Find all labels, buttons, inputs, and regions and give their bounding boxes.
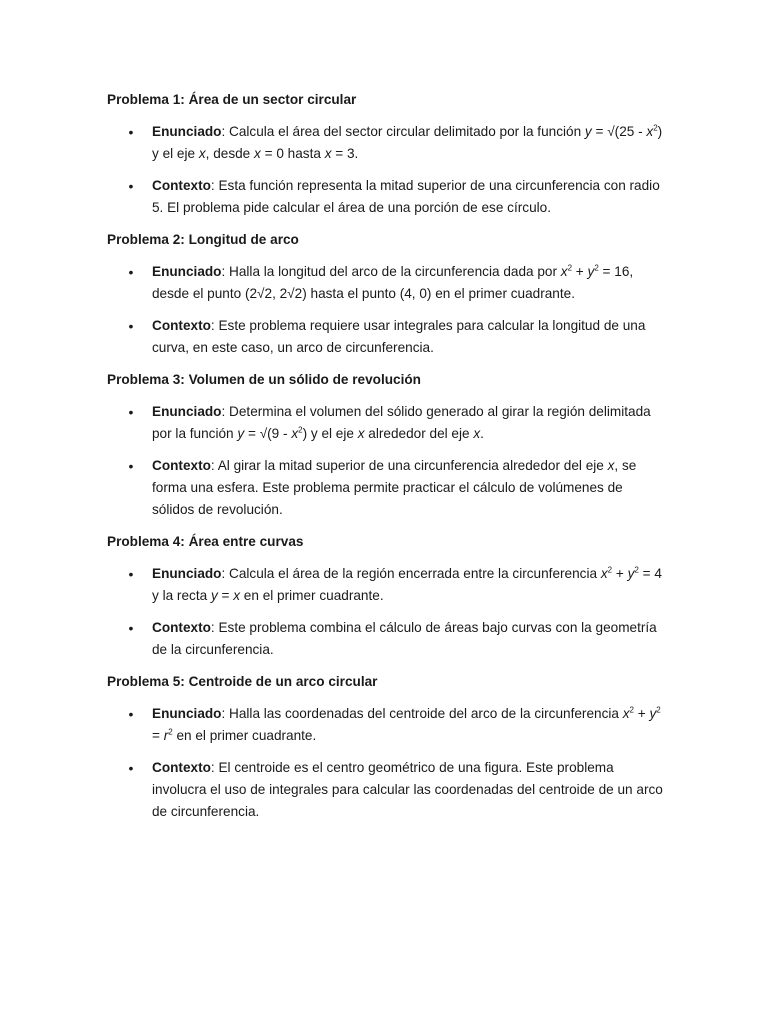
list-item — [107, 175, 668, 219]
math-variable: x — [473, 426, 481, 441]
item-text: : Calcula el área de la región encerrada entre la circunferencia — [221, 566, 601, 581]
bullet-icon: • — [128, 706, 134, 722]
problem-bullet-list — [107, 563, 668, 661]
problem-bullet-list — [107, 261, 668, 359]
item-text: + — [633, 706, 650, 721]
math-variable: x — [291, 426, 299, 441]
item-text: , se forma una esfera. Este problema permite practicar el cálculo de volúmenes de sólidos de revolución. — [152, 458, 637, 517]
item-label: Enunciado — [152, 706, 222, 721]
list-item — [107, 455, 668, 521]
exponent: 2 — [629, 705, 634, 715]
item-text: = 4 y la recta — [152, 566, 662, 603]
item-text: : Determina el volumen del sólido generado al girar la región delimitada por la función — [152, 404, 651, 441]
exponent: 2 — [594, 263, 599, 273]
item-text: : Halla las coordenadas del centroide del arco de la circunferencia — [221, 706, 623, 721]
problem-section — [0, 229, 768, 359]
item-label: Contexto — [152, 458, 211, 473]
math-variable: y — [627, 566, 635, 581]
item-text: : El centroide es el centro geométrico de una figura. Este problema involucra el uso de integrales para calcular las coordenadas del centroide de un arco de circunferencia. — [152, 760, 663, 819]
list-item — [107, 757, 668, 823]
list-item — [107, 401, 668, 445]
item-text: = 16, desde el punto (2√2, 2√2) hasta el punto (4, 0) en el primer cuadrante. — [152, 264, 634, 301]
math-variable: x — [198, 146, 206, 161]
item-text: : Este problema combina el cálculo de áreas bajo curvas con la geometría de la circunferencia. — [152, 620, 657, 657]
problem-heading: Problema 3: Volumen de un sólido de revolución — [107, 372, 421, 387]
item-label: Contexto — [152, 178, 211, 193]
problem-heading: Problema 5: Centroide de un arco circular — [107, 674, 378, 689]
item-text: = √(9 - — [244, 426, 292, 441]
exponent: 2 — [298, 425, 303, 435]
item-text: = √(25 - — [591, 124, 647, 139]
item-label: Enunciado — [152, 404, 222, 419]
list-item — [107, 703, 668, 747]
item-text: , desde — [205, 146, 255, 161]
math-variable: x — [324, 146, 332, 161]
math-variable: x — [622, 706, 630, 721]
math-variable: x — [607, 458, 615, 473]
math-variable: y — [237, 426, 245, 441]
item-text: = — [217, 588, 234, 603]
item-text: + — [572, 264, 588, 279]
math-variable: r — [163, 728, 169, 743]
list-item — [107, 261, 668, 305]
math-variable: y — [210, 588, 218, 603]
math-variable: y — [587, 264, 595, 279]
bullet-icon: • — [128, 404, 134, 420]
math-variable: x — [560, 264, 568, 279]
math-variable: y — [584, 124, 592, 139]
item-text: : Halla la longitud del arco de la circunferencia dada por — [221, 264, 561, 279]
item-text: : Esta función representa la mitad superior de una circunferencia con radio 5. El problema pide calcular el área de una porción de ese círculo. — [152, 178, 660, 215]
item-text: = 3. — [331, 146, 359, 161]
bullet-icon: • — [128, 760, 134, 776]
problem-bullet-list — [107, 121, 668, 219]
bullet-icon: • — [128, 124, 134, 140]
problem-section — [0, 369, 768, 521]
exponent: 2 — [168, 727, 173, 737]
problem-heading: Problema 2: Longitud de arco — [107, 232, 299, 247]
bullet-icon: • — [128, 566, 134, 582]
math-variable: x — [233, 588, 241, 603]
item-label: Contexto — [152, 760, 211, 775]
problem-section — [0, 89, 768, 219]
exponent: 2 — [634, 565, 639, 575]
math-variable: y — [649, 706, 657, 721]
math-variable: x — [254, 146, 261, 161]
bullet-icon: • — [128, 264, 134, 280]
list-item — [107, 563, 668, 607]
list-item — [107, 121, 668, 165]
problem-section — [0, 671, 768, 823]
item-text: : Este problema requiere usar integrales para calcular la longitud de una curva, en este caso, un arco de circunferencia. — [152, 318, 646, 355]
item-label: Enunciado — [152, 264, 222, 279]
exponent: 2 — [656, 705, 661, 715]
item-label: Enunciado — [152, 124, 222, 139]
problem-bullet-list — [107, 401, 668, 521]
item-text: en el primer cuadrante. — [240, 588, 384, 603]
item-text: ) y el eje — [302, 426, 358, 441]
bullet-icon: • — [128, 620, 134, 636]
exponent: 2 — [567, 263, 573, 273]
bullet-icon: • — [128, 178, 134, 194]
problem-heading: Problema 4: Área entre curvas — [107, 534, 304, 549]
item-text: = — [152, 728, 164, 743]
math-variable: x — [357, 426, 365, 441]
item-label: Contexto — [152, 318, 211, 333]
bullet-icon: • — [128, 318, 134, 334]
math-variable: x — [600, 566, 608, 581]
list-item — [107, 617, 668, 661]
item-text: . — [480, 426, 484, 441]
item-text: = 0 hasta — [260, 146, 325, 161]
bullet-icon: • — [128, 458, 134, 474]
item-text: : Calcula el área del sector circular delimitado por la función — [221, 124, 585, 139]
problem-section — [0, 531, 768, 661]
problem-heading: Problema 1: Área de un sector circular — [107, 92, 357, 107]
document-body — [0, 89, 768, 823]
item-text: alrededor del eje — [364, 426, 474, 441]
math-variable: x — [646, 124, 654, 139]
exponent: 2 — [607, 565, 613, 575]
item-text: : Al girar la mitad superior de una circunferencia alrededor del eje — [210, 458, 608, 473]
item-label: Contexto — [152, 620, 211, 635]
problem-bullet-list — [107, 703, 668, 823]
list-item — [107, 315, 668, 359]
exponent: 2 — [653, 123, 658, 133]
item-label: Enunciado — [152, 566, 222, 581]
item-text: + — [612, 566, 628, 581]
item-text: en el primer cuadrante. — [172, 728, 317, 743]
item-text: ) y el eje — [152, 124, 663, 161]
